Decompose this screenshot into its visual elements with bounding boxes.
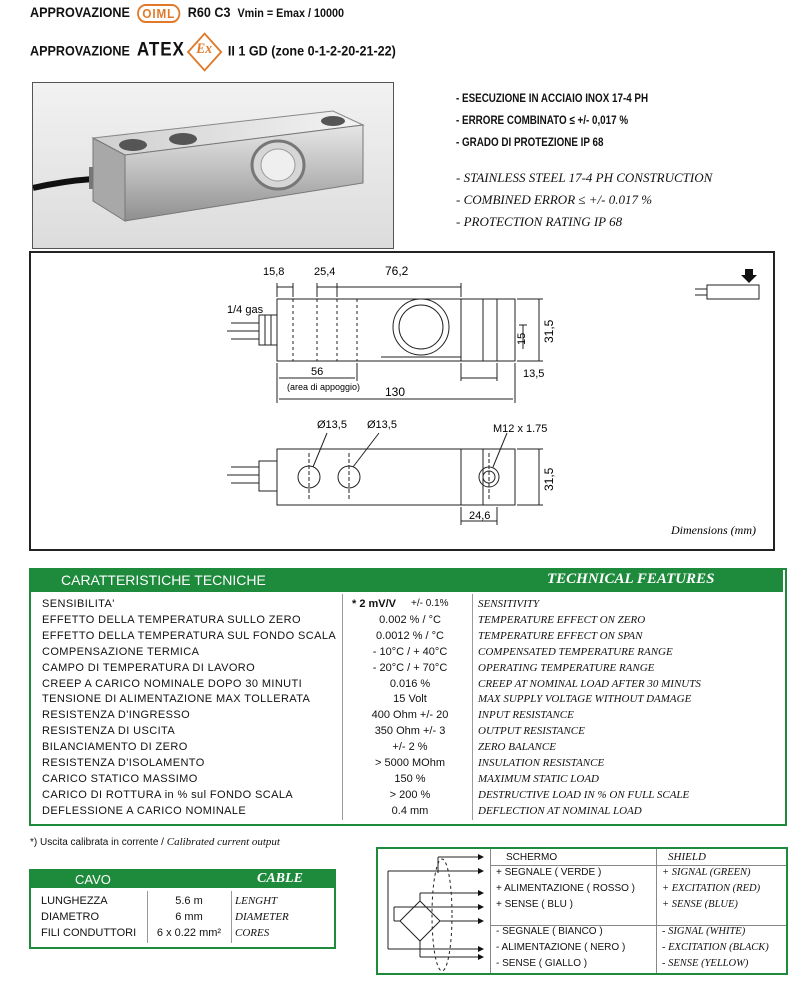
wiring-row-en: - SIGNAL (WHITE): [662, 926, 746, 937]
oiml-vmin: Vmin = Emax / 10000: [237, 6, 345, 21]
tech-row-it: COMPENSAZIONE TERMICA: [42, 645, 200, 658]
cable-column-divider: [147, 891, 148, 943]
oiml-logo: OIML: [137, 4, 181, 23]
tech-row-value: > 5000 MOhm: [374, 757, 445, 769]
hole-diameter-1: Ø13,5: [317, 419, 347, 431]
tech-column-divider: [342, 594, 343, 820]
technical-features-header: [31, 570, 783, 592]
tech-row-en: DEFLECTION AT NOMINAL LOAD: [478, 804, 642, 817]
calibrated-note: *) Uscita calibrata in corrente / Calibrated current output: [30, 836, 280, 848]
tech-row-en: OUTPUT RESISTANCE: [478, 725, 585, 738]
tech-column-divider: [472, 594, 473, 820]
wiring-row-it: + ALIMENTAZIONE ( ROSSO ): [496, 883, 636, 894]
cable-title-en: CABLE: [257, 871, 303, 886]
cable-row-value: 5.6 m: [175, 895, 203, 907]
feature-en-3: - PROTECTION RATING IP 68: [456, 214, 623, 229]
wiring-row-en: - SENSE (YELLOW): [662, 958, 749, 969]
cable-title-it: CAVO: [75, 872, 111, 887]
feature-it-3: - GRADO DI PROTEZIONE IP 68: [456, 135, 604, 149]
dim-13-5: 13,5: [523, 368, 545, 380]
feature-en-2: - COMBINED ERROR ≤ +/- 0.017 %: [456, 192, 653, 207]
hole-diameter-2: Ø13,5: [367, 419, 397, 431]
wiring-row-en: - EXCITATION (BLACK): [662, 942, 769, 953]
approval-oiml-line: [30, 4, 379, 23]
wiring-head-it: SCHERMO: [506, 852, 558, 863]
wiring-diagram-icon: [378, 849, 490, 973]
wiring-divider-2: [656, 849, 657, 973]
tech-row-en: TEMPERATURE EFFECT ON ZERO: [478, 613, 646, 626]
tech-row-value: * 2 mV/V: [352, 598, 397, 610]
wiring-row-en: + EXCITATION (RED): [662, 883, 761, 894]
tech-row-it: DEFLESSIONE A CARICO NOMINALE: [42, 804, 247, 817]
tech-row-it: BILANCIAMENTO DI ZERO: [42, 741, 188, 754]
dim-31-5-bottom: 31,5: [542, 467, 556, 491]
wiring-row-it: + SENSE ( BLU ): [496, 899, 573, 910]
wiring-row-it: - SENSE ( GIALLO ): [496, 958, 588, 969]
dim-130: 130: [385, 385, 406, 399]
oiml-class: R60 C3: [187, 4, 231, 21]
cable-row-en: CORES: [235, 927, 270, 939]
tech-row-value: - 20°C / + 70°C: [372, 661, 448, 674]
wiring-row-en: + SENSE (BLUE): [662, 899, 738, 910]
load-cell-photo: [32, 82, 394, 249]
tech-row-it: SENSIBILITA': [42, 598, 115, 610]
tech-row-it: CARICO DI ROTTURA in % sul FONDO SCALA: [42, 788, 294, 801]
wiring-table: [376, 847, 788, 975]
load-cell-photo-illustration: [33, 83, 393, 248]
gas-thread-label: 1/4 gas: [227, 304, 264, 316]
wiring-divider-1: [490, 849, 491, 973]
ex-logo-icon: Ex: [187, 32, 223, 72]
wiring-row-it: + SEGNALE ( VERDE ): [496, 867, 602, 878]
tech-row-value: 0.0012 % / °C: [376, 629, 444, 642]
units-note: Dimensions (mm): [671, 523, 756, 537]
tech-row-value: 0.4 mm: [391, 804, 429, 817]
cable-row-value: 6 x 0.22 mm²: [156, 927, 222, 939]
tech-row-tolerance: +/- 0.1%: [411, 598, 449, 609]
wiring-head-line: [490, 865, 786, 866]
feature-it-2: - ERRORE COMBINATO ≤ +/- 0,017 %: [456, 113, 629, 127]
cable-column-divider: [231, 891, 232, 943]
tech-row-en: SENSITIVITY: [478, 598, 540, 610]
dim-56: 56: [311, 366, 324, 378]
approval-label-1: APPROVAZIONE: [30, 4, 130, 21]
tech-row-value: 0.002 % / °C: [379, 613, 441, 626]
tech-row-en: INSULATION RESISTANCE: [478, 757, 605, 769]
tech-row-en: TEMPERATURE EFFECT ON SPAN: [478, 629, 643, 642]
dim-24-6: 24,6: [469, 510, 491, 522]
tech-row-en: INPUT RESISTANCE: [478, 709, 574, 722]
tech-row-it: CARICO STATICO MASSIMO: [42, 772, 198, 785]
approval-atex-line: [30, 38, 437, 66]
tech-row-value: 150 %: [394, 772, 426, 785]
cable-row-it: FILI CONDUTTORI: [41, 927, 137, 939]
tech-row-en: CREEP AT NOMINAL LOAD AFTER 30 MINUTS: [478, 677, 701, 690]
atex-word: ATEX: [136, 39, 185, 61]
cable-table: [29, 869, 336, 949]
dim-15: 15: [516, 332, 528, 345]
dim-25-4: 25,4: [314, 266, 336, 278]
cable-row-en: LENGHT: [235, 895, 278, 907]
tech-row-it: RESISTENZA DI USCITA: [42, 725, 176, 738]
tech-row-value: 15 Volt: [393, 693, 427, 706]
cable-header: [31, 871, 334, 888]
tech-row-it: CAMPO DI TEMPERATURA DI LAVORO: [42, 661, 256, 674]
tech-title-en: TECHNICAL FEATURES: [547, 571, 715, 587]
atex-zones: II 1 GD (zone 0-1-2-20-21-22): [227, 42, 396, 59]
tech-row-en: ZERO BALANCE: [478, 741, 556, 754]
tech-row-value: 0.016 %: [389, 677, 431, 690]
tech-row-it: CREEP A CARICO NOMINALE DOPO 30 MINUTI: [42, 677, 303, 690]
tech-row-it: TENSIONE DI ALIMENTAZIONE MAX TOLLERATA: [42, 693, 311, 706]
wiring-row-en: + SIGNAL (GREEN): [662, 867, 751, 878]
wiring-head-en: SHIELD: [668, 851, 706, 863]
cable-row-en: DIAMETER: [235, 911, 289, 923]
cable-row-it: LUNGHEZZA: [41, 895, 108, 907]
tech-row-en: DESTRUCTIVE LOAD IN % ON FULL SCALE: [478, 788, 690, 801]
thread-size: M12 x 1.75: [493, 423, 548, 435]
approval-label-2: APPROVAZIONE: [30, 42, 130, 59]
dimension-drawing-svg: [31, 253, 773, 549]
tech-row-it: RESISTENZA D'ISOLAMENTO: [42, 757, 205, 769]
tech-row-en: MAXIMUM STATIC LOAD: [478, 772, 599, 785]
wiring-row-it: - ALIMENTAZIONE ( NERO ): [496, 942, 626, 953]
tech-row-value: 350 Ohm +/- 3: [374, 725, 446, 738]
wiring-row-it: - SEGNALE ( BIANCO ): [496, 926, 603, 937]
tech-row-value: 400 Ohm +/- 20: [371, 709, 449, 722]
tech-title-it: CARATTERISTICHE TECNICHE: [61, 572, 266, 588]
tech-row-value: > 200 %: [389, 788, 431, 801]
cable-row-value: 6 mm: [175, 911, 203, 923]
dim-76-2: 76,2: [385, 264, 409, 278]
tech-row-value: - 10°C / + 40°C: [372, 645, 448, 658]
tech-row-en: COMPENSATED TEMPERATURE RANGE: [478, 645, 673, 658]
feature-en-1: - STAINLESS STEEL 17-4 PH CONSTRUCTION: [456, 170, 713, 185]
tech-row-en: OPERATING TEMPERATURE RANGE: [478, 661, 655, 674]
tech-row-en: MAX SUPPLY VOLTAGE WITHOUT DAMAGE: [478, 693, 692, 706]
tech-row-it: EFFETTO DELLA TEMPERATURA SUL FONDO SCALA: [42, 629, 337, 642]
tech-row-it: RESISTENZA D'INGRESSO: [42, 709, 191, 722]
feature-it-1: - ESECUZIONE IN ACCIAIO INOX 17-4 PH: [456, 91, 649, 105]
dimension-drawing: [29, 251, 775, 551]
cable-row-it: DIAMETRO: [41, 911, 100, 923]
tech-row-it: EFFETTO DELLA TEMPERATURA SULLO ZERO: [42, 613, 301, 626]
dim-15-8: 15,8: [263, 266, 285, 278]
dim-31-5-top: 31,5: [542, 319, 556, 343]
tech-row-value: +/- 2 %: [392, 741, 428, 754]
support-area-label: (area di appoggio): [287, 382, 361, 392]
